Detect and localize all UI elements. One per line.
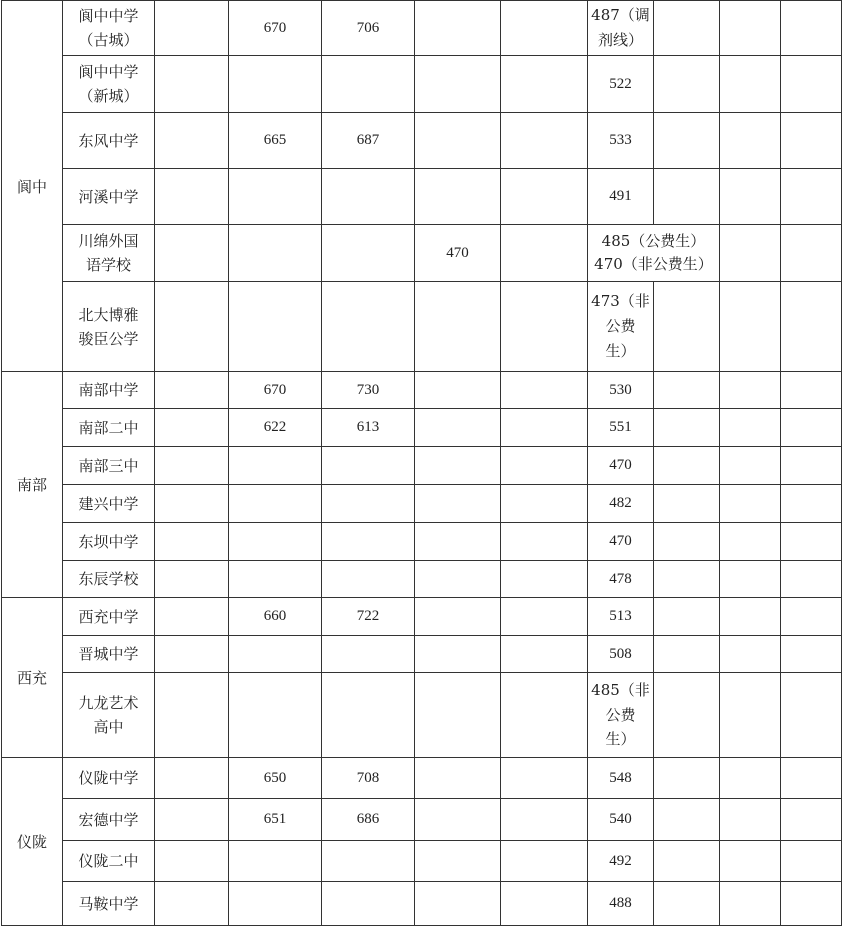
empty-cell	[155, 598, 229, 636]
empty-cell	[720, 169, 781, 225]
empty-cell	[155, 673, 229, 758]
cutoff-score: 533	[588, 113, 654, 169]
table-row	[2, 561, 842, 598]
table-row	[2, 113, 842, 169]
school-name-line: 仪陇中学	[78, 769, 139, 787]
school-name-line: 骏臣公学	[78, 329, 139, 348]
empty-cell	[501, 409, 588, 447]
empty-cell	[654, 561, 720, 598]
school-name-cell	[63, 409, 155, 447]
table-row	[2, 598, 842, 636]
empty-cell	[501, 169, 588, 225]
score-c3	[415, 673, 501, 758]
score-c1: 670	[229, 1, 322, 56]
table-body	[2, 1, 842, 926]
school-name-cell	[63, 282, 155, 372]
empty-cell	[654, 113, 720, 169]
empty-cell	[155, 409, 229, 447]
school-name-cell	[63, 1, 155, 56]
empty-cell	[781, 673, 842, 758]
empty-cell	[781, 485, 842, 523]
empty-cell	[781, 447, 842, 485]
cutoff-score-line: 生）	[605, 341, 636, 360]
empty-cell	[720, 799, 781, 841]
school-name-line: 建兴中学	[78, 494, 139, 513]
school-name-line: 高中	[93, 718, 124, 736]
score-c3: 470	[415, 225, 501, 282]
empty-cell	[720, 561, 781, 598]
cutoff-score	[588, 1, 654, 56]
score-c1: 665	[229, 113, 322, 169]
cutoff-score: 470	[588, 523, 654, 561]
empty-cell	[654, 372, 720, 409]
table-row	[2, 673, 842, 758]
table-row	[2, 372, 842, 409]
school-name-line: 东辰学校	[78, 570, 139, 588]
school-name-cell	[63, 636, 155, 673]
school-name-cell	[63, 225, 155, 282]
score-c2: 687	[322, 113, 415, 169]
school-name-cell	[63, 523, 155, 561]
empty-cell	[155, 758, 229, 799]
empty-cell	[720, 598, 781, 636]
cutoff-score: 491	[588, 169, 654, 225]
empty-cell	[155, 56, 229, 113]
cutoff-score: 470	[588, 447, 654, 485]
empty-cell	[501, 673, 588, 758]
school-name-cell	[63, 56, 155, 113]
empty-cell	[720, 523, 781, 561]
empty-cell	[155, 282, 229, 372]
score-c2	[322, 282, 415, 372]
score-c1: 622	[229, 409, 322, 447]
empty-cell	[781, 372, 842, 409]
empty-cell	[781, 636, 842, 673]
school-name-line: 南部三中	[78, 456, 139, 475]
score-c2	[322, 636, 415, 673]
score-c3	[415, 485, 501, 523]
table-row	[2, 447, 842, 485]
empty-cell	[155, 113, 229, 169]
score-c2	[322, 882, 415, 926]
school-name-cell	[63, 882, 155, 926]
school-name-line: 东坝中学	[78, 532, 139, 551]
cutoff-score: 478	[588, 561, 654, 598]
cutoff-score: 482	[588, 485, 654, 523]
score-c1	[229, 523, 322, 561]
empty-cell	[501, 372, 588, 409]
cutoff-score: 508	[588, 636, 654, 673]
cutoff-score	[588, 282, 654, 372]
score-c2	[322, 169, 415, 225]
cutoff-score: 548	[588, 758, 654, 799]
table-row	[2, 841, 842, 882]
school-name-line: 仪陇二中	[78, 852, 139, 870]
score-c3	[415, 282, 501, 372]
empty-cell	[654, 758, 720, 799]
score-c1	[229, 636, 322, 673]
score-c3	[415, 447, 501, 485]
score-c2	[322, 523, 415, 561]
empty-cell	[781, 841, 842, 882]
score-c2: 708	[322, 758, 415, 799]
empty-cell	[720, 282, 781, 372]
cutoff-score-line: 485（非	[591, 680, 650, 699]
empty-cell	[155, 882, 229, 926]
empty-cell	[654, 598, 720, 636]
empty-cell	[720, 372, 781, 409]
empty-cell	[501, 799, 588, 841]
cutoff-score: 530	[588, 372, 654, 409]
score-c1	[229, 56, 322, 113]
region-cell: 阆中	[2, 1, 63, 372]
empty-cell	[155, 636, 229, 673]
cutoff-score: 492	[588, 841, 654, 882]
school-name-cell	[63, 169, 155, 225]
score-c3	[415, 841, 501, 882]
score-c1	[229, 485, 322, 523]
school-name-line: 宏德中学	[78, 810, 139, 829]
empty-cell	[654, 882, 720, 926]
cutoff-score: 522	[588, 56, 654, 113]
score-c1	[229, 673, 322, 758]
table-row	[2, 799, 842, 841]
score-c1	[229, 447, 322, 485]
score-c1	[229, 561, 322, 598]
school-name-line: 川绵外国	[78, 232, 139, 250]
empty-cell	[781, 882, 842, 926]
score-c2	[322, 225, 415, 282]
cutoff-score	[588, 225, 720, 282]
school-name-line: 南部二中	[78, 418, 139, 437]
score-c2: 706	[322, 1, 415, 56]
score-c2	[322, 561, 415, 598]
empty-cell	[781, 56, 842, 113]
score-c1: 660	[229, 598, 322, 636]
cutoff-score-line: 487（调	[591, 6, 650, 25]
empty-cell	[654, 636, 720, 673]
empty-cell	[501, 282, 588, 372]
school-name-line: 河溪中学	[78, 187, 139, 206]
school-name-line: 马鞍中学	[78, 894, 139, 913]
empty-cell	[781, 225, 842, 282]
empty-cell	[720, 841, 781, 882]
table-row	[2, 485, 842, 523]
empty-cell	[654, 447, 720, 485]
empty-cell	[720, 113, 781, 169]
admission-score-table	[1, 0, 842, 926]
school-name-line: 西充中学	[78, 607, 139, 626]
score-c1	[229, 169, 322, 225]
empty-cell	[720, 225, 781, 282]
region-cell: 仪陇	[2, 758, 63, 926]
empty-cell	[654, 485, 720, 523]
table-row	[2, 636, 842, 673]
empty-cell	[155, 561, 229, 598]
empty-cell	[781, 758, 842, 799]
school-name-line: 语学校	[85, 256, 131, 274]
empty-cell	[501, 636, 588, 673]
empty-cell	[781, 113, 842, 169]
school-name-cell	[63, 598, 155, 636]
score-c2: 613	[322, 409, 415, 447]
table-row	[2, 523, 842, 561]
score-c1	[229, 225, 322, 282]
school-name-line: 南部中学	[78, 381, 139, 399]
school-name-cell	[63, 561, 155, 598]
score-c1: 670	[229, 372, 322, 409]
score-c3	[415, 113, 501, 169]
empty-cell	[501, 882, 588, 926]
cutoff-score-line: 485（公费生）	[601, 231, 706, 250]
empty-cell	[501, 758, 588, 799]
school-name-cell	[63, 799, 155, 841]
school-name-cell	[63, 758, 155, 799]
cutoff-score: 513	[588, 598, 654, 636]
score-c2: 730	[322, 372, 415, 409]
empty-cell	[720, 1, 781, 56]
school-name-cell	[63, 447, 155, 485]
score-c2	[322, 485, 415, 523]
empty-cell	[781, 799, 842, 841]
score-c3	[415, 409, 501, 447]
empty-cell	[155, 447, 229, 485]
score-c3	[415, 1, 501, 56]
score-c2: 722	[322, 598, 415, 636]
empty-cell	[501, 523, 588, 561]
empty-cell	[781, 523, 842, 561]
empty-cell	[720, 636, 781, 673]
cutoff-score: 540	[588, 799, 654, 841]
region-cell: 南部	[2, 372, 63, 598]
score-c3	[415, 636, 501, 673]
score-c2	[322, 56, 415, 113]
school-name-cell	[63, 485, 155, 523]
empty-cell	[654, 409, 720, 447]
table-row	[2, 758, 842, 799]
empty-cell	[720, 485, 781, 523]
table-row	[2, 169, 842, 225]
empty-cell	[720, 409, 781, 447]
table-row	[2, 56, 842, 113]
empty-cell	[155, 372, 229, 409]
cutoff-score-line: 剂线）	[597, 31, 643, 49]
score-c3	[415, 758, 501, 799]
school-name-line: 晋城中学	[78, 645, 139, 663]
empty-cell	[501, 113, 588, 169]
empty-cell	[654, 673, 720, 758]
score-c3	[415, 882, 501, 926]
school-name-cell	[63, 673, 155, 758]
empty-cell	[501, 225, 588, 282]
empty-cell	[654, 169, 720, 225]
score-c3	[415, 523, 501, 561]
score-c1	[229, 282, 322, 372]
table-row	[2, 409, 842, 447]
empty-cell	[654, 799, 720, 841]
empty-cell	[155, 523, 229, 561]
cutoff-score-line: 公费	[605, 317, 636, 336]
empty-cell	[155, 225, 229, 282]
empty-cell	[501, 485, 588, 523]
table-row	[2, 882, 842, 926]
empty-cell	[781, 169, 842, 225]
empty-cell	[155, 169, 229, 225]
empty-cell	[781, 561, 842, 598]
cutoff-score-line: 473（非	[591, 292, 650, 311]
empty-cell	[720, 447, 781, 485]
score-c3	[415, 799, 501, 841]
score-c2: 686	[322, 799, 415, 841]
table-row	[2, 282, 842, 372]
empty-cell	[654, 282, 720, 372]
table-row	[2, 1, 842, 56]
empty-cell	[720, 673, 781, 758]
empty-cell	[654, 523, 720, 561]
school-name-line: （新城）	[78, 87, 139, 105]
empty-cell	[501, 447, 588, 485]
cutoff-score-line: 生）	[605, 730, 636, 749]
score-c1: 650	[229, 758, 322, 799]
school-name-line: 北大博雅	[78, 305, 139, 324]
empty-cell	[654, 56, 720, 113]
empty-cell	[155, 799, 229, 841]
empty-cell	[501, 56, 588, 113]
empty-cell	[781, 409, 842, 447]
empty-cell	[720, 758, 781, 799]
empty-cell	[720, 882, 781, 926]
score-c1	[229, 841, 322, 882]
empty-cell	[501, 561, 588, 598]
school-name-line: 九龙艺术	[78, 694, 139, 712]
cutoff-score	[588, 673, 654, 758]
empty-cell	[155, 841, 229, 882]
empty-cell	[654, 1, 720, 56]
school-name-line: （古城）	[78, 31, 139, 49]
score-c1: 651	[229, 799, 322, 841]
score-c3	[415, 372, 501, 409]
score-c3	[415, 56, 501, 113]
empty-cell	[155, 485, 229, 523]
score-c3	[415, 598, 501, 636]
school-name-line: 东风中学	[78, 131, 139, 150]
score-c3	[415, 169, 501, 225]
empty-cell	[781, 598, 842, 636]
score-c2	[322, 673, 415, 758]
school-name-cell	[63, 841, 155, 882]
school-name-line: 阆中中学	[78, 7, 139, 25]
score-c1	[229, 882, 322, 926]
empty-cell	[781, 1, 842, 56]
cutoff-score: 488	[588, 882, 654, 926]
empty-cell	[720, 56, 781, 113]
school-name-cell	[63, 372, 155, 409]
empty-cell	[654, 841, 720, 882]
score-c2	[322, 447, 415, 485]
empty-cell	[501, 1, 588, 56]
empty-cell	[501, 598, 588, 636]
table-row	[2, 225, 842, 282]
score-c3	[415, 561, 501, 598]
cutoff-score-line: 470（非公费生）	[594, 255, 713, 273]
cutoff-score: 551	[588, 409, 654, 447]
score-c2	[322, 841, 415, 882]
empty-cell	[781, 282, 842, 372]
cutoff-score-line: 公费	[605, 705, 636, 724]
region-cell: 西充	[2, 598, 63, 758]
school-name-cell	[63, 113, 155, 169]
empty-cell	[155, 1, 229, 56]
empty-cell	[501, 841, 588, 882]
school-name-line: 阆中中学	[78, 63, 139, 81]
